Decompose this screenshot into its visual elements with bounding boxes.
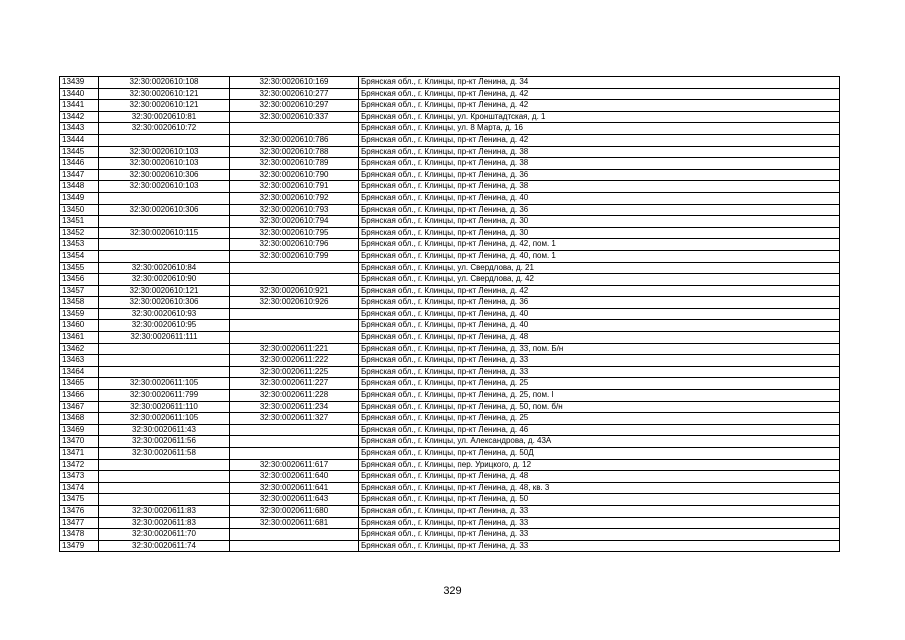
address-cell: Брянская обл., г. Клинцы, пр-кт Ленина, д. 33 (359, 355, 840, 367)
old-cadastral-number-cell: 32:30:0020611:58 (99, 448, 230, 460)
old-cadastral-number-cell: 32:30:0020610:306 (99, 169, 230, 181)
old-cadastral-number-cell: 32:30:0020610:115 (99, 227, 230, 239)
table-row (60, 158, 840, 170)
row-number-cell: 13441 (60, 100, 99, 112)
new-cadastral-number-cell: 32:30:0020610:793 (230, 204, 359, 216)
old-cadastral-number-cell (99, 216, 230, 228)
old-cadastral-number-cell: 32:30:0020611:105 (99, 378, 230, 390)
new-cadastral-number-cell: 32:30:0020610:794 (230, 216, 359, 228)
table-row (60, 448, 840, 460)
table-row (60, 494, 840, 506)
new-cadastral-number-cell (230, 424, 359, 436)
address-cell: Брянская обл., г. Клинцы, ул. Кронштадтская, д. 1 (359, 111, 840, 123)
address-cell: Брянская обл., г. Клинцы, пр-кт Ленина, д. 38 (359, 158, 840, 170)
table-row (60, 343, 840, 355)
row-number-cell: 13445 (60, 146, 99, 158)
old-cadastral-number-cell (99, 239, 230, 251)
address-cell: Брянская обл., г. Клинцы, пр-кт Ленина, д. 42, пом. 1 (359, 239, 840, 251)
address-cell: Брянская обл., г. Клинцы, пр-кт Ленина, д. 34 (359, 77, 840, 89)
old-cadastral-number-cell: 32:30:0020611:70 (99, 529, 230, 541)
table-row (60, 366, 840, 378)
address-cell: Брянская обл., г. Клинцы, пр-кт Ленина, д. 33, пом. Б/н (359, 343, 840, 355)
address-cell: Брянская обл., г. Клинцы, пр-кт Ленина, д. 42 (359, 100, 840, 112)
new-cadastral-number-cell: 32:30:0020610:792 (230, 192, 359, 204)
row-number-cell: 13454 (60, 250, 99, 262)
table-row (60, 239, 840, 251)
table-row (60, 332, 840, 344)
new-cadastral-number-cell: 32:30:0020610:795 (230, 227, 359, 239)
row-number-cell: 13475 (60, 494, 99, 506)
new-cadastral-number-cell: 32:30:0020611:227 (230, 378, 359, 390)
address-cell: Брянская обл., г. Клинцы, пр-кт Ленина, д. 42 (359, 88, 840, 100)
old-cadastral-number-cell: 32:30:0020611:111 (99, 332, 230, 344)
table-row (60, 482, 840, 494)
new-cadastral-number-cell: 32:30:0020610:921 (230, 285, 359, 297)
old-cadastral-number-cell: 32:30:0020611:83 (99, 505, 230, 517)
table-row (60, 308, 840, 320)
row-number-cell: 13443 (60, 123, 99, 135)
table-row (60, 274, 840, 286)
address-cell: Брянская обл., г. Клинцы, пр-кт Ленина, д. 38 (359, 181, 840, 193)
new-cadastral-number-cell: 32:30:0020611:222 (230, 355, 359, 367)
old-cadastral-number-cell: 32:30:0020611:799 (99, 390, 230, 402)
table-row (60, 378, 840, 390)
row-number-cell: 13469 (60, 424, 99, 436)
row-number-cell: 13474 (60, 482, 99, 494)
table-row (60, 529, 840, 541)
old-cadastral-number-cell (99, 482, 230, 494)
address-cell: Брянская обл., г. Клинцы, пр-кт Ленина, д. 33 (359, 505, 840, 517)
old-cadastral-number-cell: 32:30:0020611:43 (99, 424, 230, 436)
row-number-cell: 13479 (60, 540, 99, 552)
address-cell: Брянская обл., г. Клинцы, пр-кт Ленина, д. 46 (359, 424, 840, 436)
old-cadastral-number-cell (99, 459, 230, 471)
row-number-cell: 13466 (60, 390, 99, 402)
row-number-cell: 13462 (60, 343, 99, 355)
new-cadastral-number-cell: 32:30:0020611:641 (230, 482, 359, 494)
old-cadastral-number-cell: 32:30:0020610:121 (99, 100, 230, 112)
address-cell: Брянская обл., г. Клинцы, ул. Свердлова, д. 21 (359, 262, 840, 274)
old-cadastral-number-cell: 32:30:0020610:108 (99, 77, 230, 89)
address-cell: Брянская обл., г. Клинцы, пр-кт Ленина, д. 48 (359, 471, 840, 483)
new-cadastral-number-cell: 32:30:0020611:680 (230, 505, 359, 517)
row-number-cell: 13458 (60, 297, 99, 309)
table-row (60, 204, 840, 216)
table-row (60, 100, 840, 112)
new-cadastral-number-cell: 32:30:0020610:926 (230, 297, 359, 309)
old-cadastral-number-cell: 32:30:0020611:110 (99, 401, 230, 413)
old-cadastral-number-cell: 32:30:0020610:103 (99, 181, 230, 193)
table-row (60, 505, 840, 517)
row-number-cell: 13449 (60, 192, 99, 204)
old-cadastral-number-cell (99, 192, 230, 204)
row-number-cell: 13447 (60, 169, 99, 181)
address-cell: Брянская обл., г. Клинцы, ул. 8 Марта, д. 16 (359, 123, 840, 135)
old-cadastral-number-cell (99, 355, 230, 367)
new-cadastral-number-cell: 32:30:0020610:786 (230, 134, 359, 146)
table-row (60, 262, 840, 274)
table-row (60, 320, 840, 332)
new-cadastral-number-cell: 32:30:0020610:790 (230, 169, 359, 181)
new-cadastral-number-cell: 32:30:0020611:640 (230, 471, 359, 483)
row-number-cell: 13477 (60, 517, 99, 529)
new-cadastral-number-cell: 32:30:0020611:225 (230, 366, 359, 378)
row-number-cell: 13467 (60, 401, 99, 413)
new-cadastral-number-cell (230, 320, 359, 332)
row-number-cell: 13468 (60, 413, 99, 425)
address-cell: Брянская обл., г. Клинцы, ул. Александрова, д. 43А (359, 436, 840, 448)
old-cadastral-number-cell: 32:30:0020611:83 (99, 517, 230, 529)
address-cell: Брянская обл., г. Клинцы, пр-кт Ленина, д. 30 (359, 227, 840, 239)
old-cadastral-number-cell: 32:30:0020610:90 (99, 274, 230, 286)
row-number-cell: 13471 (60, 448, 99, 460)
table-row (60, 134, 840, 146)
new-cadastral-number-cell: 32:30:0020611:234 (230, 401, 359, 413)
table-row (60, 227, 840, 239)
new-cadastral-number-cell (230, 262, 359, 274)
new-cadastral-number-cell (230, 308, 359, 320)
old-cadastral-number-cell (99, 471, 230, 483)
table-row (60, 250, 840, 262)
row-number-cell: 13478 (60, 529, 99, 541)
new-cadastral-number-cell: 32:30:0020611:681 (230, 517, 359, 529)
table-row (60, 459, 840, 471)
table-row (60, 111, 840, 123)
new-cadastral-number-cell: 32:30:0020611:617 (230, 459, 359, 471)
address-cell: Брянская обл., г. Клинцы, пр-кт Ленина, д. 40 (359, 308, 840, 320)
address-cell: Брянская обл., г. Клинцы, пр-кт Ленина, д. 40, пом. 1 (359, 250, 840, 262)
new-cadastral-number-cell: 32:30:0020610:277 (230, 88, 359, 100)
row-number-cell: 13446 (60, 158, 99, 170)
registry-table-body (60, 77, 840, 552)
new-cadastral-number-cell: 32:30:0020611:228 (230, 390, 359, 402)
row-number-cell: 13461 (60, 332, 99, 344)
row-number-cell: 13448 (60, 181, 99, 193)
new-cadastral-number-cell: 32:30:0020611:643 (230, 494, 359, 506)
new-cadastral-number-cell: 32:30:0020610:788 (230, 146, 359, 158)
address-cell: Брянская обл., г. Клинцы, пр-кт Ленина, д. 33 (359, 540, 840, 552)
address-cell: Брянская обл., г. Клинцы, пр-кт Ленина, д. 25 (359, 413, 840, 425)
row-number-cell: 13439 (60, 77, 99, 89)
row-number-cell: 13465 (60, 378, 99, 390)
table-row (60, 216, 840, 228)
new-cadastral-number-cell (230, 448, 359, 460)
old-cadastral-number-cell (99, 494, 230, 506)
old-cadastral-number-cell (99, 343, 230, 355)
old-cadastral-number-cell (99, 366, 230, 378)
address-cell: Брянская обл., г. Клинцы, пр-кт Ленина, д. 30 (359, 216, 840, 228)
new-cadastral-number-cell: 32:30:0020610:297 (230, 100, 359, 112)
address-cell: Брянская обл., г. Клинцы, пр-кт Ленина, д. 50Д (359, 448, 840, 460)
row-number-cell: 13463 (60, 355, 99, 367)
row-number-cell: 13460 (60, 320, 99, 332)
address-cell: Брянская обл., г. Клинцы, пр-кт Ленина, д. 33 (359, 529, 840, 541)
address-cell: Брянская обл., г. Клинцы, пр-кт Ленина, д. 50 (359, 494, 840, 506)
table-row (60, 436, 840, 448)
table-row (60, 192, 840, 204)
table-row (60, 123, 840, 135)
table-row (60, 77, 840, 89)
page-number: 329 (443, 585, 462, 597)
old-cadastral-number-cell: 32:30:0020610:95 (99, 320, 230, 332)
old-cadastral-number-cell: 32:30:0020610:306 (99, 297, 230, 309)
row-number-cell: 13440 (60, 88, 99, 100)
new-cadastral-number-cell: 32:30:0020611:221 (230, 343, 359, 355)
table-row (60, 517, 840, 529)
address-cell: Брянская обл., г. Клинцы, пр-кт Ленина, д. 50, пом. б/н (359, 401, 840, 413)
table-row (60, 401, 840, 413)
row-number-cell: 13444 (60, 134, 99, 146)
old-cadastral-number-cell: 32:30:0020610:121 (99, 285, 230, 297)
table-row (60, 169, 840, 181)
table-row (60, 413, 840, 425)
row-number-cell: 13442 (60, 111, 99, 123)
old-cadastral-number-cell: 32:30:0020610:103 (99, 158, 230, 170)
old-cadastral-number-cell: 32:30:0020610:121 (99, 88, 230, 100)
address-cell: Брянская обл., г. Клинцы, пр-кт Ленина, д. 25, пом. I (359, 390, 840, 402)
address-cell: Брянская обл., г. Клинцы, пр-кт Ленина, д. 36 (359, 204, 840, 216)
table-row (60, 355, 840, 367)
table-row (60, 424, 840, 436)
row-number-cell: 13476 (60, 505, 99, 517)
row-number-cell: 13453 (60, 239, 99, 251)
address-cell: Брянская обл., г. Клинцы, пр-кт Ленина, д. 48, кв. 3 (359, 482, 840, 494)
row-number-cell: 13459 (60, 308, 99, 320)
address-cell: Брянская обл., г. Клинцы, пр-кт Ленина, д. 33 (359, 366, 840, 378)
table-row (60, 181, 840, 193)
table-row (60, 297, 840, 309)
address-cell: Брянская обл., г. Клинцы, пр-кт Ленина, д. 38 (359, 146, 840, 158)
new-cadastral-number-cell: 32:30:0020610:791 (230, 181, 359, 193)
row-number-cell: 13455 (60, 262, 99, 274)
row-number-cell: 13451 (60, 216, 99, 228)
table-row (60, 471, 840, 483)
address-cell: Брянская обл., г. Клинцы, пр-кт Ленина, д. 36 (359, 297, 840, 309)
row-number-cell: 13473 (60, 471, 99, 483)
new-cadastral-number-cell (230, 274, 359, 286)
row-number-cell: 13450 (60, 204, 99, 216)
address-cell: Брянская обл., г. Клинцы, пр-кт Ленина, д. 42 (359, 134, 840, 146)
new-cadastral-number-cell (230, 123, 359, 135)
address-cell: Брянская обл., г. Клинцы, пр-кт Ленина, д. 40 (359, 192, 840, 204)
address-cell: Брянская обл., г. Клинцы, пр-кт Ленина, д. 25 (359, 378, 840, 390)
address-cell: Брянская обл., г. Клинцы, пр-кт Ленина, д. 42 (359, 285, 840, 297)
new-cadastral-number-cell (230, 540, 359, 552)
old-cadastral-number-cell: 32:30:0020610:306 (99, 204, 230, 216)
table-row (60, 88, 840, 100)
new-cadastral-number-cell (230, 529, 359, 541)
new-cadastral-number-cell: 32:30:0020610:799 (230, 250, 359, 262)
old-cadastral-number-cell: 32:30:0020610:93 (99, 308, 230, 320)
address-cell: Брянская обл., г. Клинцы, пер. Урицкого, д. 12 (359, 459, 840, 471)
table-row (60, 146, 840, 158)
new-cadastral-number-cell: 32:30:0020610:789 (230, 158, 359, 170)
table-row (60, 390, 840, 402)
old-cadastral-number-cell: 32:30:0020611:56 (99, 436, 230, 448)
new-cadastral-number-cell: 32:30:0020610:337 (230, 111, 359, 123)
new-cadastral-number-cell: 32:30:0020610:169 (230, 77, 359, 89)
old-cadastral-number-cell (99, 250, 230, 262)
old-cadastral-number-cell: 32:30:0020610:72 (99, 123, 230, 135)
address-cell: Брянская обл., г. Клинцы, пр-кт Ленина, д. 36 (359, 169, 840, 181)
old-cadastral-number-cell (99, 134, 230, 146)
row-number-cell: 13456 (60, 274, 99, 286)
row-number-cell: 13457 (60, 285, 99, 297)
address-cell: Брянская обл., г. Клинцы, пр-кт Ленина, д. 33 (359, 517, 840, 529)
old-cadastral-number-cell: 32:30:0020610:103 (99, 146, 230, 158)
address-cell: Брянская обл., г. Клинцы, ул. Свердлова, д. 42 (359, 274, 840, 286)
new-cadastral-number-cell: 32:30:0020610:796 (230, 239, 359, 251)
table-row (60, 285, 840, 297)
new-cadastral-number-cell (230, 332, 359, 344)
row-number-cell: 13452 (60, 227, 99, 239)
new-cadastral-number-cell (230, 436, 359, 448)
row-number-cell: 13464 (60, 366, 99, 378)
old-cadastral-number-cell: 32:30:0020610:81 (99, 111, 230, 123)
new-cadastral-number-cell: 32:30:0020611:327 (230, 413, 359, 425)
row-number-cell: 13470 (60, 436, 99, 448)
old-cadastral-number-cell: 32:30:0020611:105 (99, 413, 230, 425)
row-number-cell: 13472 (60, 459, 99, 471)
address-cell: Брянская обл., г. Клинцы, пр-кт Ленина, д. 48 (359, 332, 840, 344)
cadastral-registry-table (59, 76, 840, 552)
old-cadastral-number-cell: 32:30:0020610:84 (99, 262, 230, 274)
address-cell: Брянская обл., г. Клинцы, пр-кт Ленина, д. 40 (359, 320, 840, 332)
table-row (60, 540, 840, 552)
old-cadastral-number-cell: 32:30:0020611:74 (99, 540, 230, 552)
